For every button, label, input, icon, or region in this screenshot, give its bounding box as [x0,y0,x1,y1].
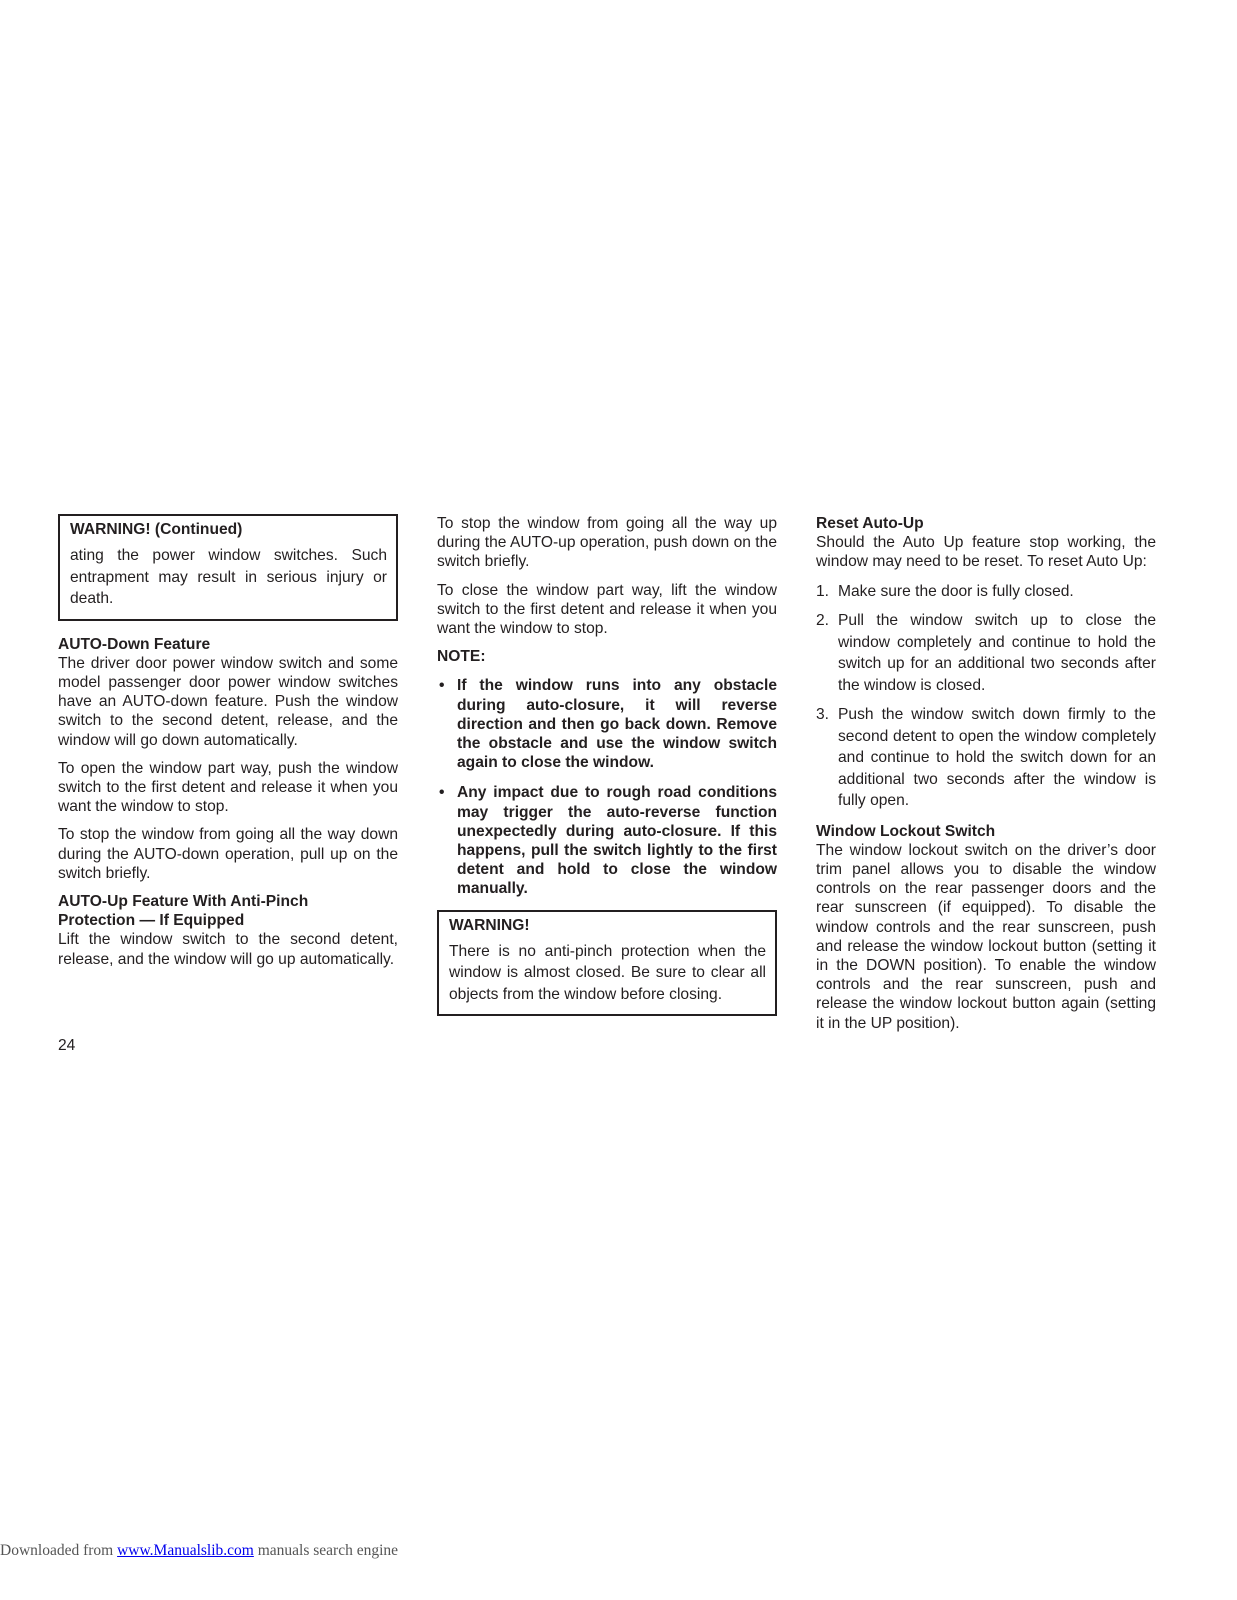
step-number: 1. [816,582,830,600]
auto-down-heading: AUTO-Down Feature [58,635,211,653]
reset-auto-up-heading: Reset Auto-Up [816,515,924,532]
auto-up-heading-line-1: AUTO-Up Feature With Anti-Pinch [58,892,309,910]
auto-up-heading-line-2: Protection — If Equipped [58,912,245,930]
warning-continued-box [58,514,398,621]
auto-up-paragraph-1: Lift the window switch to the second detent, release, and the window will go up automatically. [58,931,398,968]
note-bullet-list [437,676,777,898]
reset-step-item [816,581,1156,603]
note-bullet-item: • Any impact due to rough road conditions may trigger the auto-reverse function unexpectedly during auto-closure. If this happens, pull the switch lightly to the first detent and hold to close the window manually. [437,783,777,898]
step-number: 3. [816,706,830,724]
reset-step-item [816,704,1156,812]
manualslib-link[interactable]: www.Manualslib.com [117,1542,254,1559]
auto-up-stop-paragraph: To stop the window from going all the way up during the AUTO-up operation, push down on the switch briefly. [437,515,777,571]
footer-prefix: Downloaded from [0,1542,118,1559]
step-text: Make sure the door is fully closed. [838,582,1074,600]
step-number: 2. [816,612,830,630]
auto-down-paragraph-3: To stop the window from going all the way down during the AUTO-down operation, pull up on the switch briefly. [58,826,398,882]
auto-up-partway-paragraph: To close the window part way, lift the window switch to the first detent and release it when you want the window to stop. [437,581,777,638]
note-bullet-item: • If the window runs into any obstacle during auto-closure, it will reverse direction and then go back down. Remove the obstacle and use the window switch again to close the window. [437,676,777,772]
reset-auto-up-intro: Should the Auto Up feature stop working, the window may need to be reset. To reset Auto Up: [816,534,1156,571]
warning-continued-text: ating the power window switches. Such entrapment may result in serious injury or death. [70,547,387,607]
reset-steps-list [816,581,1156,812]
window-lockout-heading: Window Lockout Switch [816,822,996,840]
warning-text: There is no anti-pinch protection when the window is almost closed. Be sure to clear all objects from the window before closing. [449,942,766,1003]
warning-title: WARNING! [449,916,530,934]
step-text: Push the window switch down firmly to the second detent to open the window completely and continue to hold the switch down for an additional two seconds after the window is fully open. [838,706,1156,810]
window-lockout-paragraph: The window lockout switch on the driver’s door trim panel allows you to disable the window controls on the rear passenger doors and the rear sunscreen (if equipped). To disable the window controls and the rear sunscreen, push and release the window lockout button (setting it in the DOWN position). To enable the window controls and the rear sunscreen, push and release the window lockout button again (setting it in the UP position). [816,841,1156,1032]
reset-step-item [816,610,1156,696]
auto-down-paragraph-1: The driver door power window switch and some model passenger door power window switches have an AUTO-down feature. Push the window switch to the second detent, release, and the window will go down automatically. [58,654,398,749]
warning-continued-title: WARNING! (Continued) [70,521,243,538]
warning-box [437,910,777,1017]
note-label: NOTE: [437,648,486,666]
column-right [816,514,1156,1042]
auto-down-paragraph-2: To open the window part way, push the window switch to the first detent and release it when you want the window to stop. [58,759,398,816]
step-text: Pull the window switch up to close the window completely and continue to hold the switch up for an additional two seconds after the window is closed. [838,612,1156,694]
footer-suffix: manuals search engine [253,1542,399,1559]
download-footer [0,1542,398,1560]
page-number: 24 [58,1037,76,1054]
column-middle [437,514,777,1030]
column-left [58,514,398,978]
